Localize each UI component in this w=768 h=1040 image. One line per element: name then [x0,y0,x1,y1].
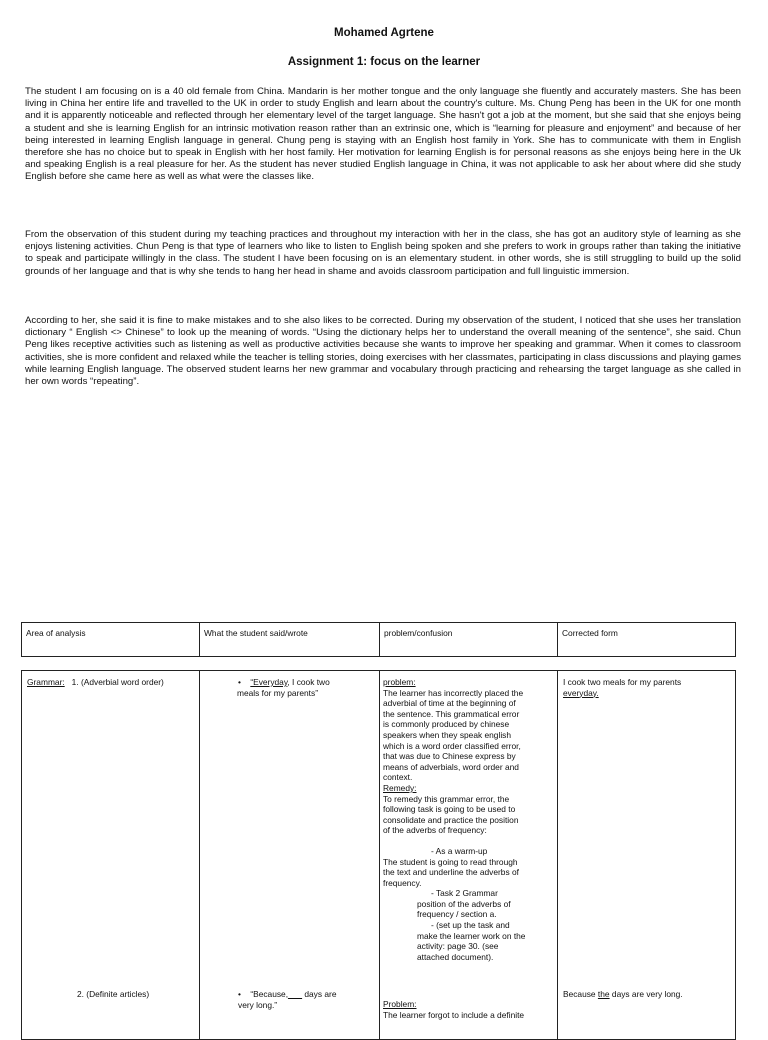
assignment-title: Assignment 1: focus on the learner [287,56,481,68]
problem-2-line: The learner forgot to include a definite [383,1009,525,1020]
area-column [22,671,200,1039]
grammar-row-label [27,677,164,688]
corrected-1 [563,677,681,698]
problem-line: that was due to Chinese express by [383,751,516,762]
remedy-heading: Remedy: [383,782,417,793]
warmup-line: frequency. [383,877,422,888]
task-line: position of the adverbs of [417,898,511,909]
corrected-2-the: the [597,989,610,999]
quote-1-rest: , I cook two [287,677,330,687]
problem-line: speakers when they speak english [383,729,512,740]
remedy-line: consolidate and practice the position [383,814,519,825]
task-line: activity: page 30. (see [417,941,499,952]
quote-1-line2: meals for my parents” [237,687,318,698]
analysis-table [21,670,736,1040]
table-header [21,622,736,657]
corrected-2 [563,989,683,1000]
corrected-column [558,671,735,1039]
remedy-line: of the adverbs of frequency: [383,825,487,836]
task-line: make the learner work on the [417,930,526,941]
problem-2-heading: Problem: [383,999,417,1009]
student-said-column [200,671,380,1039]
corrected-2-pre: Because [563,989,598,999]
header-problem: problem/confusion [380,623,558,656]
corrected-1-line2: everyday. [563,687,599,698]
task-line: - (set up the task and [431,920,510,931]
problem-line: The learner has incorrectly placed the [383,687,524,698]
bullet-icon: • [238,989,241,999]
warmup-line: the text and underline the adverbs of [383,867,519,878]
warmup-item: - As a warm-up [431,845,488,856]
problem-line: is commonly produced by chinese [383,719,510,730]
corrected-2-post: days are very long. [609,989,683,999]
adverbial-word-order-label: 1. (Adverbial word order) [71,677,164,687]
bullet-icon: • [238,677,241,687]
problem-block-2 [383,999,555,1020]
problem-heading: problem: [383,677,416,687]
warmup-line: The student is going to read through [383,856,518,867]
problem-line: context. [383,772,413,783]
problem-block-1 [383,677,555,962]
problem-column [380,671,558,1039]
remedy-line: following task is going to be used to [383,804,516,815]
problem-line: which is a word order classified error, [383,740,521,751]
paragraph-2: From the observation of this student during my teaching practices and throughout my interaction with her in the class, she has got an auditory style of learning as she enjoys listening activities. Chun Peng is that type of learners who like to listen to English being spoken and she prefers to work in groups rather than taking the initiative to speak and participate willingly in the class. The student I have been focusing on is an elementary student. in other words, she is still struggling to build up the solid grounds of her language and that is why she tends to hang her head in shame and avoids classroom participation and full linguistic immersion. [25,229,741,277]
author-name: Mohamed Agrtene [334,27,434,39]
header-student-said: What the student said/wrote [200,623,380,656]
header-area-of-analysis: Area of analysis [22,623,200,656]
problem-line: means of adverbials, word order and [383,761,519,772]
student-quote-1 [238,677,376,698]
header-corrected-form: Corrected form [562,628,618,638]
remedy-line: To remedy this grammar error, the [383,793,510,804]
definite-articles-label: 2. (Definite articles) [77,989,150,999]
quote-2-blank: ___ [288,989,303,999]
corrected-1-line1: I cook two meals for my parents [563,677,682,687]
task-line: frequency / section a. [417,909,497,920]
paragraph-1: The student I am focusing on is a 40 old female from China. Mandarin is her mother tongue and the only language she fluently and accurately masters. She has been living in China her entire life and travelled to the UK in order to study English and learn about the country's culture. Ms. Chung Peng has been in the UK for one month and it is apparently noticeable and reflected through her elementary level of the target language. She hasn't got a job at the moment, but she said that she enjoys being a student and she is learning English for an intrinsic motivation reason rather than an extrinsic one, which is “learning for pleasure and enjoyment” and because of her being interested in learning English language in general. Chung peng is staying with an English host family in York. She has to communicate with them in English therefore she has no choice but to speak in English with her host family. Her motivation for learning English is for personal reasons as she enjoys being here in the Uk and speaking English is a real pleasure for her. As the student has never studied English language in China, it was not applicable to ask her about where did she study English before she came here as well as what were the classes like. [25,86,741,183]
grammar-label: Grammar: [27,677,65,687]
problem-line: adverbial of time at the beginning of [383,698,516,709]
paragraph-3: According to her, she said it is fine to make mistakes and to she also likes to be corrected. During my observation of the student, I noticed that she uses her translation dictionary “ English <> Chinese” to look up the meaning of words. “Using the dictionary helps her to understand the overall meaning of the sentence”, she said. Chun Peng likes receptive activities such as listening as well as productive activities because she wants to improve her speaking and grammar. When it comes to classroom activities, she is more confident and relaxed while the teacher is telling stories, doing exercises with her classmates, participating in class discussions and playing games while learning English language. The observed student learns her new grammar and vocabulary through practicing and rehearsing the target language as she called in her own words “repeating”. [25,315,741,388]
quote-2-line2: very long.” [238,999,278,1010]
problem-line: the sentence. This grammatical error [383,708,520,719]
quote-2-because: “Because, [250,989,289,999]
task-line: - Task 2 Grammar [431,888,498,899]
quote-2-days: days are [304,989,337,999]
student-quote-2 [238,989,376,1010]
task-line: attached document). [417,951,494,962]
quote-1-everyday: “Everyday [250,677,288,687]
